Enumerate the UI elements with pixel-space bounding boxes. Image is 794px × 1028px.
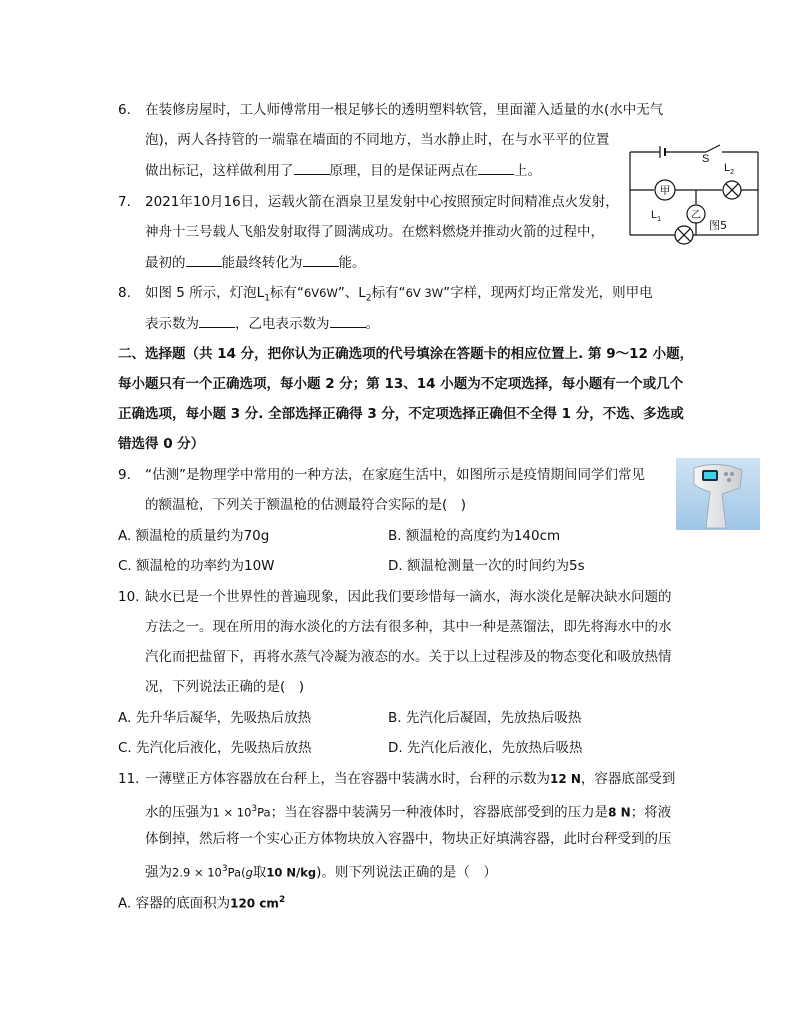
meter-jia-label: 甲 [659, 184, 671, 197]
circuit-diagram-figure-5 [624, 138, 764, 248]
q8-l1-f: 6V 3W [405, 286, 444, 300]
q6-line-3-part-c: 上。 [514, 163, 541, 179]
q11-l4-sup: 3 [221, 864, 228, 874]
switch-label: S [702, 153, 710, 165]
q11-line-1 [145, 770, 675, 788]
q11-option-a-sup: 2 [278, 895, 286, 905]
section-2-heading-line-4: 错选得 0 分） [118, 436, 205, 452]
q10-line-3: 汽化而把盐留下，再将水蒸气冷凝为液态的水。关于以上过程涉及的物态变化和吸放热情 [145, 649, 672, 665]
q11-l2-b: 1 × 10 [212, 805, 252, 820]
q11-l2-d: ；当在容器中装满另一种液体时，容器底部受到的压力是 [270, 804, 609, 821]
forehead-thermometer-image [676, 458, 760, 530]
q11-l4-e: 取 [252, 864, 267, 881]
q8-l2-c: 。 [365, 316, 379, 332]
q8-line-2 [145, 314, 379, 333]
q9-line-1: “估测”是物理学中常用的一种方法，在家庭生活中，如图所示是疫情期间同学们常见 [145, 467, 645, 483]
lamp-l1-label: $L_1$ [651, 209, 662, 223]
q11-l4-d: g [245, 865, 253, 880]
q6-line-2: 泡)，两人各持管的一端靠在墙面的不同地方，当水静止时，在与水平平的位置 [145, 132, 610, 148]
q9-option-c[interactable]: C. 额温枪的功率约为10W [118, 558, 275, 574]
q6-line-1: 在装修房屋时，工人师傅常用一根足够长的透明塑料软管，里面灌入适量的水(水中无气 [145, 102, 664, 118]
q7-line-2: 神舟十三号载人飞船发射取得了圆满成功。在燃料燃烧并推动火箭的过程中， [145, 224, 604, 240]
q6-number: 6. [118, 102, 131, 118]
q11-l2-sup: 3 [251, 804, 258, 814]
q7-line-3-part-a: 最初的 [145, 255, 186, 271]
q11-l4-a: 强为 [145, 864, 172, 881]
q6-line-3-part-a: 做出标记，这样做利用了 [145, 163, 294, 179]
q11-l2-e: 8 N [608, 805, 631, 820]
q8-blank-2[interactable] [330, 314, 366, 328]
q10-number: 10. [118, 589, 140, 605]
q10-line-4: 况，下列说法正确的是( ) [145, 679, 305, 695]
q6-line-3 [145, 161, 541, 180]
q8-l1-d: ”、L [337, 285, 366, 301]
q8-l1-sub-1: 1 [264, 293, 270, 304]
q8-l1-g: ”字样，现两灯均正常发光，则甲电 [443, 285, 653, 301]
q8-blank-1[interactable] [199, 314, 235, 328]
q8-number: 8. [118, 285, 131, 301]
q10-option-c[interactable]: C. 先汽化后液化，先吸热后放热 [118, 740, 312, 756]
q11-l2-a: 水的压强为 [145, 804, 213, 821]
q7-line-3-part-c: 能。 [338, 255, 366, 271]
q9-option-a[interactable]: A. 额温枪的质量约为70g [118, 528, 270, 544]
q8-l1-a: 如图 5 所示，灯泡L [145, 285, 265, 301]
q7-line-3-part-b: 能最终转化为 [221, 255, 303, 271]
q11-option-a-text: A. 容器的底面积为 [118, 895, 231, 912]
q6-blank-2[interactable] [478, 161, 514, 175]
q8-l2-a: 表示数为 [145, 316, 199, 332]
q8-l1-b: 标有“ [269, 285, 304, 301]
q7-blank-2[interactable] [303, 253, 339, 267]
lamp-l2-label: $L_2$ [724, 162, 735, 176]
q6-blank-1[interactable] [294, 161, 330, 175]
q7-line-1: 2021年10月16日，运载火箭在酒泉卫星发射中心按照预定时间精准点火发射， [145, 194, 619, 210]
figure-5-caption: 图5 [709, 219, 727, 232]
section-2-heading-line-1: 二、选择题（共 14 分，把你认为正确选项的代号填涂在答题卡的相应位置上. 第 9～12 小题， [118, 346, 694, 362]
q11-line-2 [145, 800, 671, 822]
q8-l2-b: ，乙电表示数为 [235, 316, 330, 332]
q10-option-a[interactable]: A. 先升华后凝华，先吸热后放热 [118, 710, 312, 726]
q7-line-3 [145, 253, 366, 272]
q11-l4-b: 2.9 × 10 [172, 865, 222, 880]
q9-option-b[interactable]: B. 额温枪的高度约为140cm [388, 528, 561, 544]
q8-line-1 [145, 284, 653, 308]
q11-option-a[interactable] [118, 891, 285, 913]
q7-blank-1[interactable] [186, 253, 222, 267]
meter-yi-label: 乙 [691, 210, 701, 221]
q11-l4-c: Pa( [227, 865, 246, 880]
q9-number: 9. [118, 467, 131, 483]
q9-line-2: 的额温枪，下列关于额温枪的估测最符合实际的是( ) [145, 497, 467, 513]
q11-l1-c: ，容器底部受到 [580, 771, 676, 787]
q8-l1-sub-2: 2 [365, 293, 372, 304]
q11-l4-f: 10 N/kg [266, 865, 317, 880]
q11-line-4 [145, 860, 497, 882]
q11-l2-c: Pa [257, 805, 271, 820]
q11-l1-a: 一薄壁正方体容器放在台秤上，当在容器中装满水时，台秤的示数为 [145, 771, 550, 787]
q10-line-2: 方法之一。现在所用的海水淡化的方法有很多种，其中一种是蒸馏法，即先将海水中的水 [145, 619, 672, 635]
q10-line-1: 缺水已是一个世界性的普遍现象，因此我们要珍惜每一滴水，海水淡化是解决缺水问题的 [145, 589, 672, 605]
q11-l4-g: )。则下列说法正确的是（ ） [316, 864, 497, 881]
q8-l1-e: 标有“ [371, 285, 406, 301]
q11-number: 11. [118, 771, 140, 787]
q8-l1-c: 6V6W [303, 286, 338, 300]
q10-option-d[interactable]: D. 先汽化后液化，先放热后吸热 [388, 740, 583, 756]
q6-line-3-part-b: 原理，目的是保证两点在 [329, 163, 478, 179]
q9-option-d[interactable]: D. 额温枪测量一次的时间约为5s [388, 558, 585, 574]
q11-option-a-value: 120 cm [230, 896, 279, 911]
q7-number: 7. [118, 194, 131, 210]
section-2-heading-line-3: 正确选项，每小题 3 分. 全部选择正确得 3 分，不定项选择正确但不全得 1 分，不选、多选或 [118, 406, 684, 422]
q10-option-b[interactable]: B. 先汽化后凝固，先放热后吸热 [388, 710, 582, 726]
q11-l1-b: 12 N [550, 772, 581, 786]
q11-l2-f: ；将液 [630, 804, 672, 821]
section-2-heading-line-2: 每小题只有一个正确选项，每小题 2 分；第 13、14 小题为不定项选择，每小题有一个或几个 [118, 376, 684, 392]
q11-line-3: 体倒掉，然后将一个实心正方体物块放入容器中，物块正好填满容器，此时台秤受到的压 [145, 831, 672, 847]
